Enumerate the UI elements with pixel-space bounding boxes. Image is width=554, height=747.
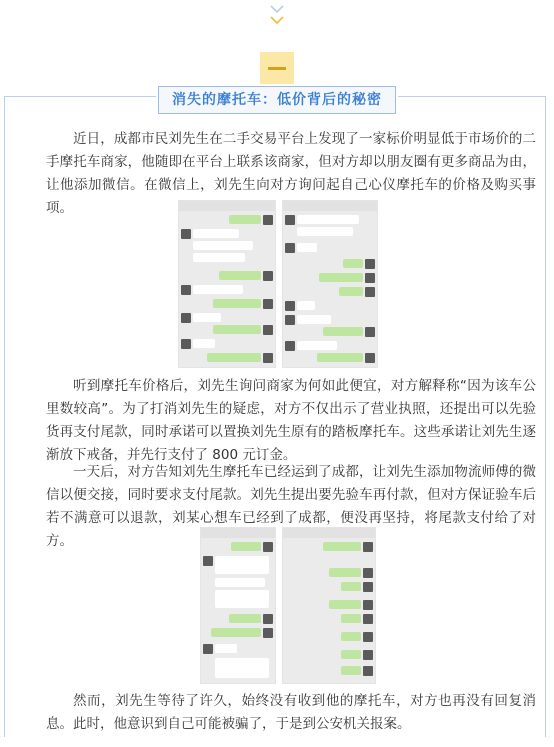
chat-screenshot-image bbox=[282, 200, 378, 368]
chat-screenshot-image bbox=[178, 200, 276, 368]
scroll-down-chevrons-icon bbox=[0, 0, 554, 34]
chat-screenshot-image bbox=[282, 527, 376, 684]
chat-screenshot-image bbox=[200, 527, 276, 684]
paragraph-3: 一天后，对方告知刘先生摩托车已经运到了成都，让刘先生添加物流师傅的微信以便交接，同时要求支付尾款。刘先生提出要先验车再付款，但对方保证验车后若不满意可以退款，刘某心想车已经到了成都，便没再坚持，将尾款支付给了对方。 bbox=[46, 464, 536, 549]
section-number-label bbox=[268, 67, 286, 70]
section-title: 消失的摩托车：低价背后的秘密 bbox=[158, 86, 396, 114]
section-number-badge bbox=[260, 52, 294, 84]
paragraph-2: 听到摩托车价格后，刘先生询问商家为何如此便宜，对方解释称“因为该车公里数较高”。为了打消刘先生的疑虑，对方不仅出示了营业执照，还提出可以先验货再支付尾款，同时承诺可以置换刘先生原有的踏板摩托车。这些承诺让刘先生逐渐放下戒备，并先行支付了 800 元订金。 bbox=[46, 378, 536, 463]
paragraph-1: 近日，成都市民刘先生在二手交易平台上发现了一家标价明显低于市场价的二手摩托车商家，他随即在平台上联系该商家，但对方却以朋友圈有更多商品为由，让他添加微信。在微信上，刘先生向对方询问起自己心仪摩托车的价格及购买事项。 bbox=[46, 131, 536, 216]
paragraph-4: 然而，刘先生等待了许久，始终没有收到他的摩托车，对方也再没有回复消息。此时，他意识到自己可能被骗了，于是到公安机关报案。 bbox=[46, 693, 536, 732]
